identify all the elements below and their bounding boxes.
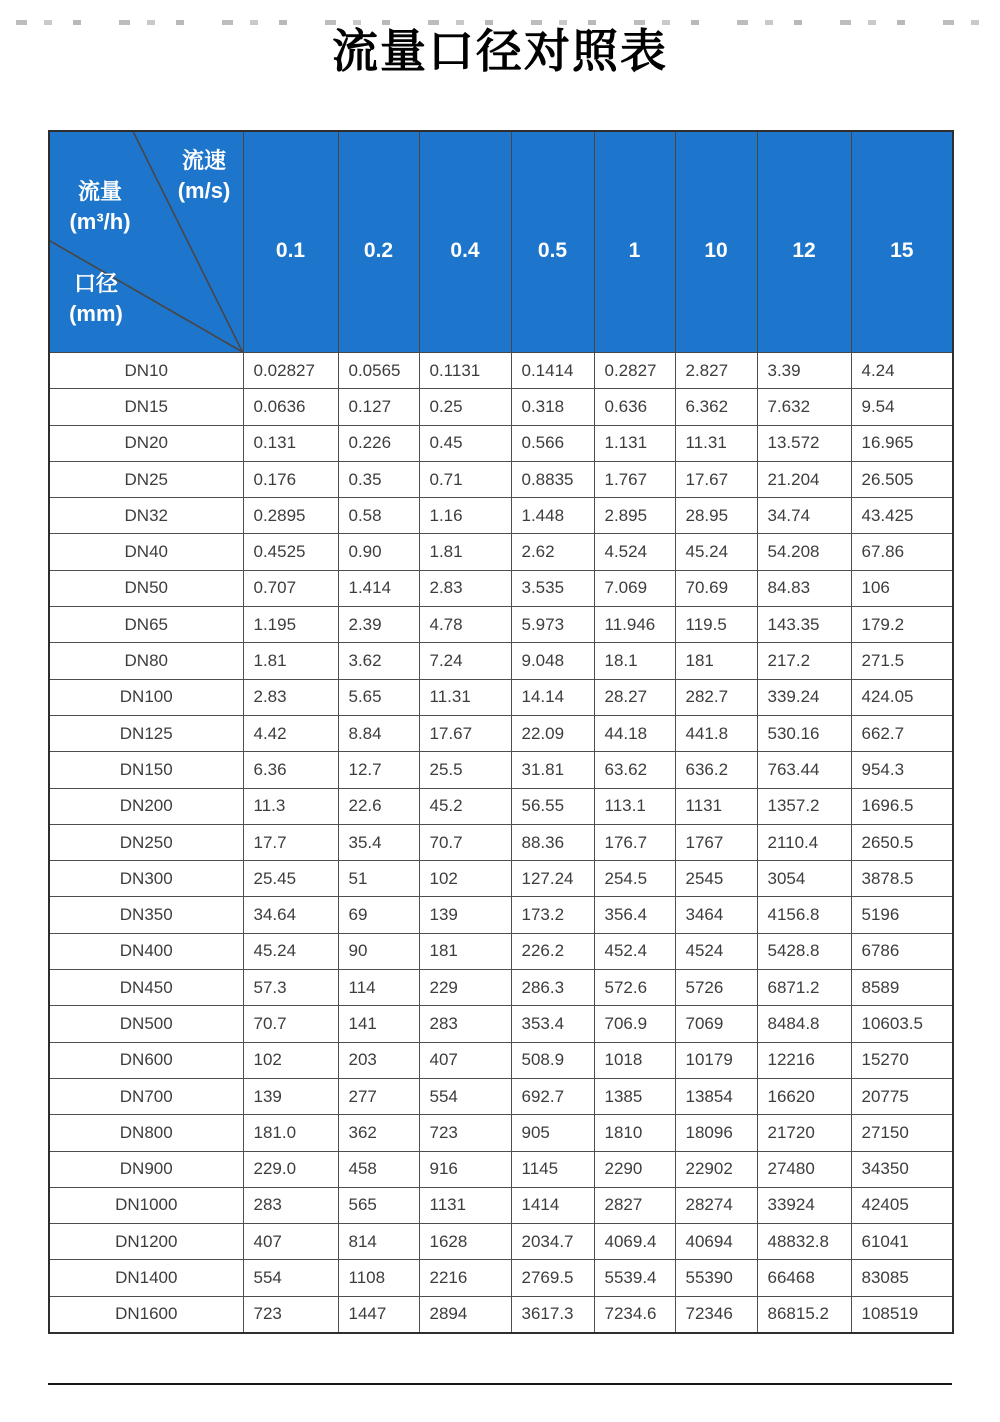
row-label: DN65 [49, 607, 243, 643]
value-cell: 9.048 [511, 643, 594, 679]
row-label: DN20 [49, 425, 243, 461]
value-cell: 1628 [419, 1224, 511, 1260]
value-cell: 88.36 [511, 824, 594, 860]
row-label: DN125 [49, 715, 243, 751]
value-cell: 530.16 [757, 715, 851, 751]
value-cell: 4.42 [243, 715, 338, 751]
velocity-column-header: 12 [757, 131, 851, 353]
table-row [49, 1260, 953, 1296]
value-cell: 271.5 [851, 643, 953, 679]
value-cell: 12.7 [338, 752, 419, 788]
value-cell: 0.4525 [243, 534, 338, 570]
value-cell: 18096 [675, 1115, 757, 1151]
value-cell: 20775 [851, 1078, 953, 1114]
row-label: DN1600 [49, 1296, 243, 1333]
value-cell: 102 [419, 861, 511, 897]
value-cell: 181 [675, 643, 757, 679]
bottom-divider [48, 1383, 952, 1385]
value-cell: 1357.2 [757, 788, 851, 824]
value-cell: 17.67 [419, 715, 511, 751]
value-cell: 11.946 [594, 607, 675, 643]
table-row [49, 353, 953, 389]
value-cell: 56.55 [511, 788, 594, 824]
value-cell: 0.566 [511, 425, 594, 461]
row-label: DN900 [49, 1151, 243, 1187]
value-cell: 83085 [851, 1260, 953, 1296]
table-row [49, 570, 953, 606]
value-cell: 106 [851, 570, 953, 606]
value-cell: 4069.4 [594, 1224, 675, 1260]
row-label: DN40 [49, 534, 243, 570]
value-cell: 217.2 [757, 643, 851, 679]
value-cell: 2216 [419, 1260, 511, 1296]
value-cell: 70.7 [243, 1006, 338, 1042]
value-cell: 0.636 [594, 389, 675, 425]
velocity-column-header: 0.2 [338, 131, 419, 353]
value-cell: 2.827 [675, 353, 757, 389]
value-cell: 3464 [675, 897, 757, 933]
diameter-axis-unit: (mm) [69, 301, 123, 326]
value-cell: 2.83 [243, 679, 338, 715]
value-cell: 4524 [675, 933, 757, 969]
value-cell: 1.131 [594, 425, 675, 461]
value-cell: 763.44 [757, 752, 851, 788]
value-cell: 554 [243, 1260, 338, 1296]
value-cell: 55390 [675, 1260, 757, 1296]
corner-cell [49, 131, 243, 353]
row-label: DN1000 [49, 1187, 243, 1223]
value-cell: 0.1414 [511, 353, 594, 389]
value-cell: 45.24 [675, 534, 757, 570]
value-cell: 0.02827 [243, 353, 338, 389]
value-cell: 2827 [594, 1187, 675, 1223]
value-cell: 14.14 [511, 679, 594, 715]
value-cell: 3617.3 [511, 1296, 594, 1333]
table-row [49, 788, 953, 824]
row-label: DN250 [49, 824, 243, 860]
value-cell: 108519 [851, 1296, 953, 1333]
value-cell: 5.973 [511, 607, 594, 643]
row-label: DN15 [49, 389, 243, 425]
value-cell: 25.45 [243, 861, 338, 897]
value-cell: 28.95 [675, 498, 757, 534]
value-cell: 0.2827 [594, 353, 675, 389]
value-cell: 113.1 [594, 788, 675, 824]
value-cell: 27150 [851, 1115, 953, 1151]
value-cell: 21.204 [757, 461, 851, 497]
value-cell: 1810 [594, 1115, 675, 1151]
table-row [49, 970, 953, 1006]
value-cell: 22.09 [511, 715, 594, 751]
value-cell: 66468 [757, 1260, 851, 1296]
table-row [49, 643, 953, 679]
value-cell: 452.4 [594, 933, 675, 969]
value-cell: 11.31 [419, 679, 511, 715]
value-cell: 10179 [675, 1042, 757, 1078]
value-cell: 1.81 [419, 534, 511, 570]
value-cell: 0.0636 [243, 389, 338, 425]
table-row [49, 1224, 953, 1260]
value-cell: 723 [243, 1296, 338, 1333]
value-cell: 141 [338, 1006, 419, 1042]
value-cell: 283 [419, 1006, 511, 1042]
value-cell: 10603.5 [851, 1006, 953, 1042]
value-cell: 84.83 [757, 570, 851, 606]
value-cell: 2.39 [338, 607, 419, 643]
value-cell: 0.71 [419, 461, 511, 497]
row-label: DN10 [49, 353, 243, 389]
table-row [49, 752, 953, 788]
row-label: DN32 [49, 498, 243, 534]
value-cell: 69 [338, 897, 419, 933]
value-cell: 3.39 [757, 353, 851, 389]
value-cell: 51 [338, 861, 419, 897]
value-cell: 18.1 [594, 643, 675, 679]
value-cell: 6.362 [675, 389, 757, 425]
value-cell: 28274 [675, 1187, 757, 1223]
value-cell: 1.81 [243, 643, 338, 679]
value-cell: 6786 [851, 933, 953, 969]
value-cell: 723 [419, 1115, 511, 1151]
value-cell: 282.7 [675, 679, 757, 715]
value-cell: 286.3 [511, 970, 594, 1006]
value-cell: 2.62 [511, 534, 594, 570]
value-cell: 70.69 [675, 570, 757, 606]
value-cell: 7.069 [594, 570, 675, 606]
table-row [49, 607, 953, 643]
value-cell: 1018 [594, 1042, 675, 1078]
value-cell: 1131 [419, 1187, 511, 1223]
table-row [49, 425, 953, 461]
value-cell: 21720 [757, 1115, 851, 1151]
value-cell: 1.448 [511, 498, 594, 534]
page-title: 流量口径对照表 [332, 25, 668, 77]
value-cell: 57.3 [243, 970, 338, 1006]
value-cell: 1131 [675, 788, 757, 824]
row-label: DN700 [49, 1078, 243, 1114]
value-cell: 565 [338, 1187, 419, 1223]
value-cell: 2.83 [419, 570, 511, 606]
value-cell: 11.31 [675, 425, 757, 461]
value-cell: 16.965 [851, 425, 953, 461]
value-cell: 203 [338, 1042, 419, 1078]
value-cell: 8.84 [338, 715, 419, 751]
value-cell: 1385 [594, 1078, 675, 1114]
row-label: DN600 [49, 1042, 243, 1078]
top-crop-artifact [0, 20, 1000, 25]
table-row [49, 461, 953, 497]
velocity-axis-title: 流速 [181, 148, 226, 173]
value-cell: 26.505 [851, 461, 953, 497]
value-cell: 34350 [851, 1151, 953, 1187]
value-cell: 127.24 [511, 861, 594, 897]
value-cell: 1414 [511, 1187, 594, 1223]
value-cell: 1.414 [338, 570, 419, 606]
row-label: DN50 [49, 570, 243, 606]
value-cell: 0.90 [338, 534, 419, 570]
value-cell: 3.62 [338, 643, 419, 679]
flow-axis-label [56, 177, 144, 237]
value-cell: 0.0565 [338, 353, 419, 389]
value-cell: 254.5 [594, 861, 675, 897]
table-row [49, 897, 953, 933]
value-cell: 0.318 [511, 389, 594, 425]
value-cell: 0.8835 [511, 461, 594, 497]
value-cell: 102 [243, 1042, 338, 1078]
row-label: DN350 [49, 897, 243, 933]
table-row [49, 824, 953, 860]
value-cell: 5.65 [338, 679, 419, 715]
flow-diameter-table [48, 130, 954, 1334]
table-row [49, 1042, 953, 1078]
value-cell: 7.24 [419, 643, 511, 679]
velocity-axis-unit: (m/s) [177, 178, 231, 203]
value-cell: 42405 [851, 1187, 953, 1223]
value-cell: 814 [338, 1224, 419, 1260]
value-cell: 44.18 [594, 715, 675, 751]
row-label: DN80 [49, 643, 243, 679]
value-cell: 407 [243, 1224, 338, 1260]
velocity-column-header: 15 [851, 131, 953, 353]
value-cell: 9.54 [851, 389, 953, 425]
value-cell: 48832.8 [757, 1224, 851, 1260]
value-cell: 424.05 [851, 679, 953, 715]
table-row [49, 1296, 953, 1333]
value-cell: 441.8 [675, 715, 757, 751]
value-cell: 27480 [757, 1151, 851, 1187]
value-cell: 119.5 [675, 607, 757, 643]
value-cell: 572.6 [594, 970, 675, 1006]
value-cell: 143.35 [757, 607, 851, 643]
value-cell: 5196 [851, 897, 953, 933]
value-cell: 5428.8 [757, 933, 851, 969]
value-cell: 508.9 [511, 1042, 594, 1078]
row-label: DN150 [49, 752, 243, 788]
velocity-column-header: 0.1 [243, 131, 338, 353]
value-cell: 362 [338, 1115, 419, 1151]
velocity-column-header: 0.4 [419, 131, 511, 353]
velocity-column-header: 0.5 [511, 131, 594, 353]
value-cell: 90 [338, 933, 419, 969]
value-cell: 25.5 [419, 752, 511, 788]
value-cell: 229 [419, 970, 511, 1006]
table-row [49, 1115, 953, 1151]
value-cell: 458 [338, 1151, 419, 1187]
value-cell: 2769.5 [511, 1260, 594, 1296]
value-cell: 22.6 [338, 788, 419, 824]
value-cell: 3.535 [511, 570, 594, 606]
value-cell: 28.27 [594, 679, 675, 715]
value-cell: 34.74 [757, 498, 851, 534]
value-cell: 0.45 [419, 425, 511, 461]
row-label: DN300 [49, 861, 243, 897]
value-cell: 0.127 [338, 389, 419, 425]
value-cell: 72346 [675, 1296, 757, 1333]
value-cell: 31.81 [511, 752, 594, 788]
value-cell: 0.58 [338, 498, 419, 534]
value-cell: 15270 [851, 1042, 953, 1078]
row-label: DN100 [49, 679, 243, 715]
value-cell: 12216 [757, 1042, 851, 1078]
value-cell: 8484.8 [757, 1006, 851, 1042]
diameter-axis-title: 口径 [73, 271, 118, 296]
value-cell: 905 [511, 1115, 594, 1151]
row-label: DN1400 [49, 1260, 243, 1296]
value-cell: 662.7 [851, 715, 953, 751]
value-cell: 43.425 [851, 498, 953, 534]
value-cell: 45.2 [419, 788, 511, 824]
value-cell: 0.1131 [419, 353, 511, 389]
table-row [49, 534, 953, 570]
value-cell: 229.0 [243, 1151, 338, 1187]
value-cell: 8589 [851, 970, 953, 1006]
value-cell: 4.78 [419, 607, 511, 643]
velocity-axis-label [160, 146, 248, 206]
table-row [49, 1006, 953, 1042]
table-row [49, 1151, 953, 1187]
row-label: DN400 [49, 933, 243, 969]
table-row [49, 861, 953, 897]
value-cell: 692.7 [511, 1078, 594, 1114]
value-cell: 3878.5 [851, 861, 953, 897]
value-cell: 7069 [675, 1006, 757, 1042]
table-row [49, 715, 953, 751]
value-cell: 16620 [757, 1078, 851, 1114]
value-cell: 35.4 [338, 824, 419, 860]
value-cell: 54.208 [757, 534, 851, 570]
table-row [49, 1187, 953, 1223]
value-cell: 1447 [338, 1296, 419, 1333]
value-cell: 5726 [675, 970, 757, 1006]
value-cell: 1696.5 [851, 788, 953, 824]
value-cell: 17.67 [675, 461, 757, 497]
value-cell: 0.707 [243, 570, 338, 606]
value-cell: 176.7 [594, 824, 675, 860]
value-cell: 1.195 [243, 607, 338, 643]
flow-axis-unit: (m³/h) [69, 209, 131, 234]
value-cell: 34.64 [243, 897, 338, 933]
value-cell: 181.0 [243, 1115, 338, 1151]
value-cell: 61041 [851, 1224, 953, 1260]
diameter-axis-label [52, 269, 140, 329]
table-row [49, 498, 953, 534]
value-cell: 0.131 [243, 425, 338, 461]
table-row [49, 679, 953, 715]
value-cell: 5539.4 [594, 1260, 675, 1296]
table-row [49, 933, 953, 969]
value-cell: 277 [338, 1078, 419, 1114]
row-label: DN200 [49, 788, 243, 824]
value-cell: 114 [338, 970, 419, 1006]
value-cell: 17.7 [243, 824, 338, 860]
value-cell: 173.2 [511, 897, 594, 933]
value-cell: 226.2 [511, 933, 594, 969]
row-label: DN500 [49, 1006, 243, 1042]
value-cell: 139 [243, 1078, 338, 1114]
row-label: DN450 [49, 970, 243, 1006]
value-cell: 7.632 [757, 389, 851, 425]
row-label: DN800 [49, 1115, 243, 1151]
value-cell: 2.895 [594, 498, 675, 534]
value-cell: 13854 [675, 1078, 757, 1114]
value-cell: 636.2 [675, 752, 757, 788]
row-label: DN1200 [49, 1224, 243, 1260]
value-cell: 6871.2 [757, 970, 851, 1006]
table-row [49, 389, 953, 425]
value-cell: 6.36 [243, 752, 338, 788]
value-cell: 2545 [675, 861, 757, 897]
value-cell: 13.572 [757, 425, 851, 461]
value-cell: 139 [419, 897, 511, 933]
value-cell: 356.4 [594, 897, 675, 933]
header-row [49, 131, 953, 353]
row-label: DN25 [49, 461, 243, 497]
value-cell: 40694 [675, 1224, 757, 1260]
value-cell: 1145 [511, 1151, 594, 1187]
value-cell: 11.3 [243, 788, 338, 824]
value-cell: 2110.4 [757, 824, 851, 860]
value-cell: 3054 [757, 861, 851, 897]
value-cell: 181 [419, 933, 511, 969]
value-cell: 283 [243, 1187, 338, 1223]
value-cell: 0.35 [338, 461, 419, 497]
value-cell: 67.86 [851, 534, 953, 570]
velocity-column-header: 1 [594, 131, 675, 353]
value-cell: 70.7 [419, 824, 511, 860]
value-cell: 86815.2 [757, 1296, 851, 1333]
value-cell: 706.9 [594, 1006, 675, 1042]
value-cell: 2894 [419, 1296, 511, 1333]
value-cell: 407 [419, 1042, 511, 1078]
value-cell: 63.62 [594, 752, 675, 788]
table-body [49, 353, 953, 1334]
value-cell: 7234.6 [594, 1296, 675, 1333]
value-cell: 554 [419, 1078, 511, 1114]
table-row [49, 1078, 953, 1114]
value-cell: 22902 [675, 1151, 757, 1187]
value-cell: 4.524 [594, 534, 675, 570]
value-cell: 0.226 [338, 425, 419, 461]
value-cell: 339.24 [757, 679, 851, 715]
value-cell: 179.2 [851, 607, 953, 643]
value-cell: 353.4 [511, 1006, 594, 1042]
value-cell: 2034.7 [511, 1224, 594, 1260]
flow-axis-title: 流量 [77, 179, 122, 204]
value-cell: 1.16 [419, 498, 511, 534]
value-cell: 0.25 [419, 389, 511, 425]
value-cell: 2290 [594, 1151, 675, 1187]
value-cell: 916 [419, 1151, 511, 1187]
value-cell: 33924 [757, 1187, 851, 1223]
value-cell: 1108 [338, 1260, 419, 1296]
value-cell: 954.3 [851, 752, 953, 788]
value-cell: 2650.5 [851, 824, 953, 860]
value-cell: 4.24 [851, 353, 953, 389]
velocity-column-header: 10 [675, 131, 757, 353]
value-cell: 45.24 [243, 933, 338, 969]
value-cell: 4156.8 [757, 897, 851, 933]
value-cell: 0.176 [243, 461, 338, 497]
value-cell: 1.767 [594, 461, 675, 497]
value-cell: 0.2895 [243, 498, 338, 534]
value-cell: 1767 [675, 824, 757, 860]
